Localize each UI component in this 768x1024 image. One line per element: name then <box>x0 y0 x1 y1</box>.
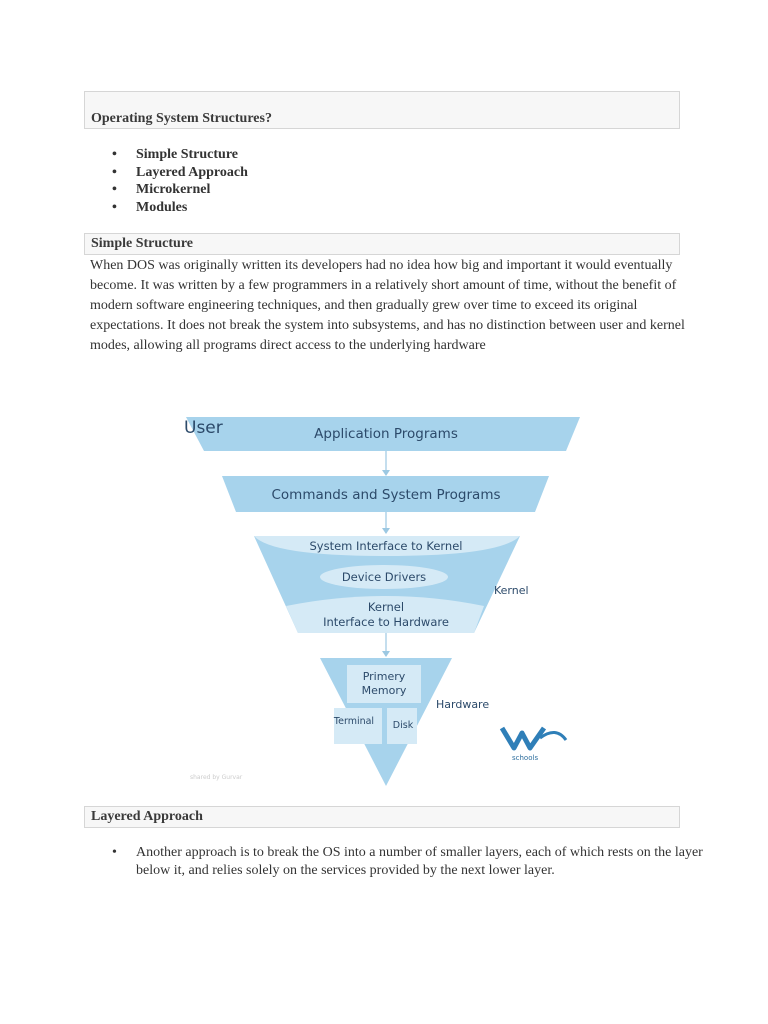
user-label: User <box>184 418 223 438</box>
hardware-side-label: Hardware <box>436 698 490 711</box>
kernel-interface-line2: Interface to Hardware <box>323 615 449 629</box>
page-title: Operating System Structures? <box>91 111 272 126</box>
commands-system-programs-label: Commands and System Programs <box>271 487 501 503</box>
list-item[interactable]: • Layered Approach <box>112 164 248 182</box>
application-programs-label: Application Programs <box>314 426 458 442</box>
device-drivers-label: Device Drivers <box>341 570 427 584</box>
simple-structure-paragraph: When DOS was originally written its developers had no idea how big and important it would eventually become. It was written by a few programmers in a relatively short amount of time, without the benefit of modern software engineering techniques, and then gradually grew over time to exceed its original expectations. It does not break the system into subsystems, and has no distinction between user and kernel modes, allowing all programs direct access to the underlying hardware <box>90 258 685 353</box>
kernel-side-label: Kernel <box>494 584 529 597</box>
w3schools-logo <box>502 728 566 762</box>
section-title: Layered Approach <box>91 809 203 824</box>
arrow-head <box>382 651 390 657</box>
disk-label: Disk <box>392 720 414 731</box>
kernel-interface-line1: Kernel <box>367 600 405 614</box>
layered-approach-bullet: • Another approach is to break the OS into a number of smaller layers, each of which rests on the layer below it, and relies solely on the services provided by the next lower layer. <box>112 844 716 880</box>
image-credit: shared by Gurvar <box>190 774 243 781</box>
primary-memory-line2: Memory <box>361 684 407 697</box>
list-item[interactable]: • Microkernel <box>112 181 248 199</box>
list-item[interactable]: • Simple Structure <box>112 146 248 164</box>
primary-memory-line1: Primery <box>362 670 406 683</box>
arrow-head <box>382 470 390 476</box>
list-item[interactable]: • Modules <box>112 199 248 217</box>
arrow-head <box>382 528 390 534</box>
logo-text: schools <box>512 754 539 762</box>
system-interface-kernel-label: System Interface to Kernel <box>309 539 463 553</box>
section-title: Simple Structure <box>91 236 194 251</box>
section-header-layered-approach <box>84 806 680 828</box>
terminal-label: Terminal <box>333 716 375 727</box>
